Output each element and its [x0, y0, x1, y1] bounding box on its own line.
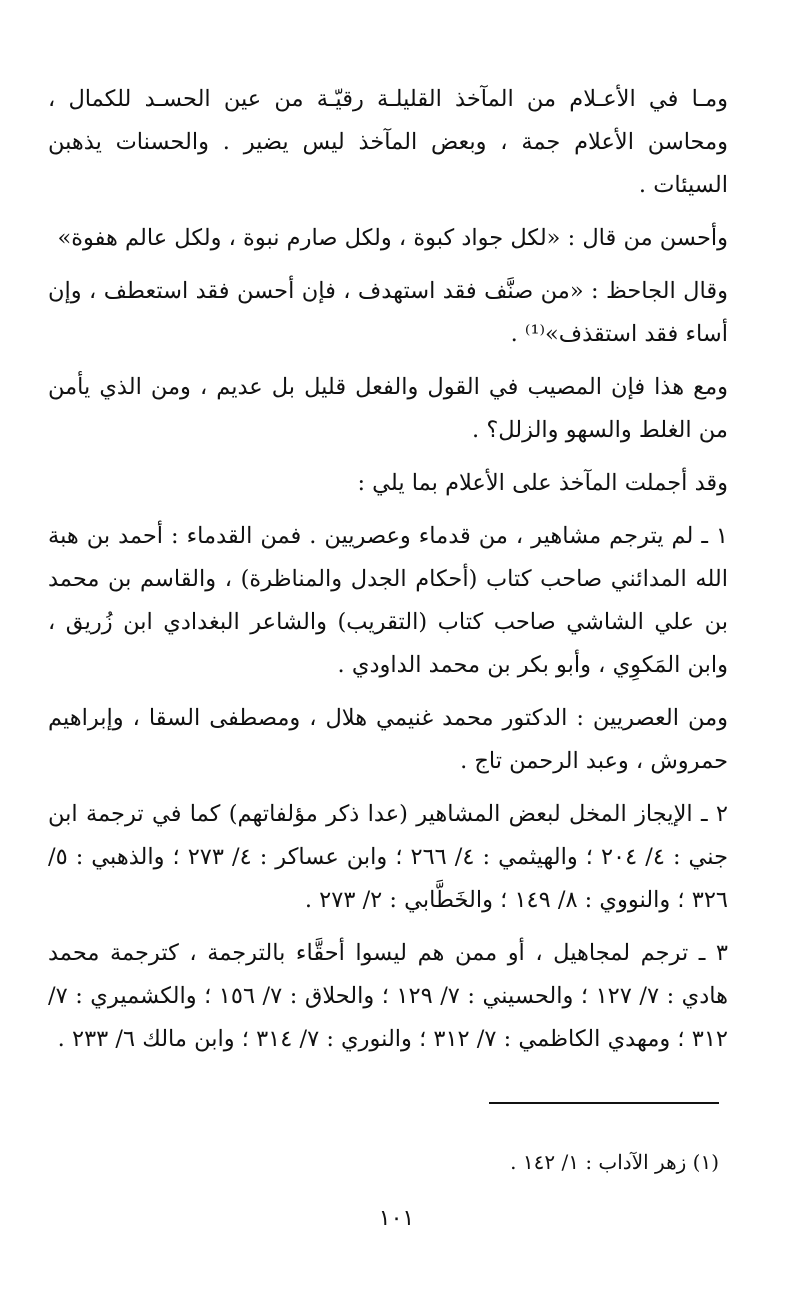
footnote-divider [489, 1102, 719, 1104]
paragraph-intro: ومـا في الأعـلام من المآخذ القليلـة رقيّـة من عين الحسـد للكمال ، ومحاسن الأعلام جمة ، وبعض المآخذ ليس يضير . والحسنات يذهبن السيئات . [48, 86, 728, 198]
page-number: ١٠١ [378, 1206, 415, 1231]
footnote: (١) زهر الآداب : ١/ ١٤٢ . [510, 1150, 719, 1174]
paragraph-quote-proverb: وأحسن من قال : «لكل جواد كبوة ، ولكل صارم نبوة ، ولكل عالم هفوة» [57, 225, 728, 251]
paragraph-error-note: ومع هذا فإن المصيب في القول والفعل قليل بل عديم ، ومن الذي يأمن من الغلط والسهو والزلل؟ . [48, 374, 728, 443]
paragraph-contemporaries: ومن العصريين : الدكتور محمد غنيمي هلال ، ومصطفى السقا ، وإبراهيم حمروش ، وعبد الرحمن تاج . [48, 705, 728, 774]
paragraph-point-3: ٣ ـ ترجم لمجاهيل ، أو ممن هم ليسوا أحقَّاء بالترجمة ، كترجمة محمد هادي : ٧/ ١٢٧ ؛ والحسيني : ٧/ ١٢٩ ؛ والحلاق : ٧/ ١٥٦ ؛ والكشميري : ٧/ ٣١٢ ؛ ومهدي الكاظمي : ٧/ ٣١٢ ؛ والنوري : ٧/ ٣١٤ ؛ وابن مالك ٦/ ٢٣٣ . [48, 940, 729, 1052]
page-body [48, 78, 728, 1071]
paragraph-point-1: ١ ـ لم يترجم مشاهير ، من قدماء وعصريين . فمن القدماء : أحمد بن هبة الله المدائني صاحب كتاب (أحكام الجدل والمناظرة) ، والقاسم بن محمد بن علي الشاشي صاحب كتاب (التقريب) والشاعر البغدادي ابن زُريق ، وابن المَكوِي ، وأبو بكر بن محمد الداودي . [48, 523, 728, 678]
paragraph-point-2: ٢ ـ الإيجاز المخل لبعض المشاهير (عدا ذكر مؤلفاتهم) كما في ترجمة ابن جني : ٤/ ٢٠٤ ؛ والهيثمي : ٤/ ٢٦٦ ؛ وابن عساكر : ٤/ ٢٧٣ ؛ والذهبي : ٥/ ٣٢٦ ؛ والنووي : ٨/ ١٤٩ ؛ والخَطَّابي : ٢/ ٢٧٣ . [48, 801, 729, 913]
paragraph-summary-intro: وقد أجملت المآخذ على الأعلام بما يلي : [357, 470, 728, 496]
paragraph-quote-jahiz: وقال الجاحظ : «من صنَّف فقد استهدف ، فإن أحسن فقد استعطف ، وإن أساء فقد استقذف»⁽¹⁾ . [48, 278, 728, 347]
